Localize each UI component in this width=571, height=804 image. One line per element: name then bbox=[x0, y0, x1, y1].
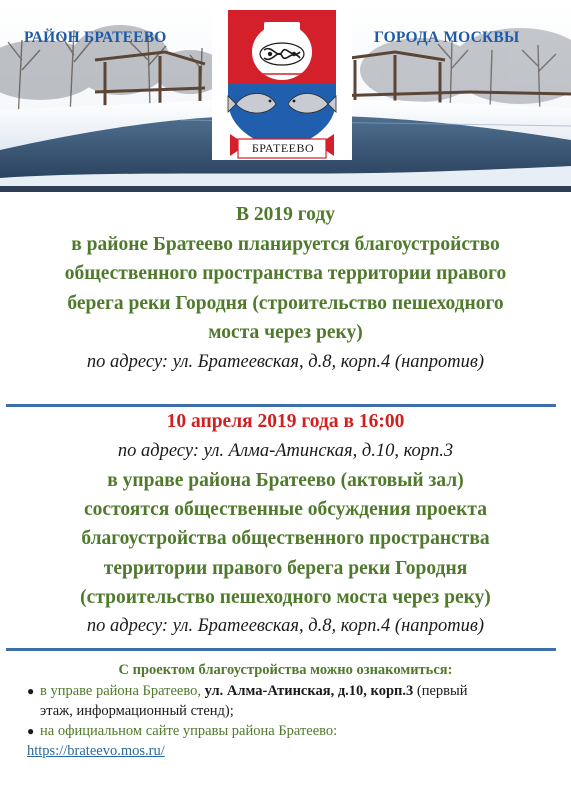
announcement-line: общественного пространства территории правого bbox=[64, 263, 507, 285]
district-title: РАЙОН БРАТЕЕВО bbox=[24, 29, 167, 46]
divider bbox=[6, 648, 556, 651]
emblem-ribbon-text: БРАТЕЕВО bbox=[251, 141, 315, 155]
project-announcement bbox=[0, 200, 571, 377]
list-item-continuation bbox=[0, 701, 571, 721]
hearing-announcement bbox=[0, 407, 571, 641]
announcement-line: в районе Братеево планируется благоустройство bbox=[71, 233, 500, 255]
hearing-line: территории правого берега реки Городня bbox=[103, 557, 468, 579]
list-item bbox=[0, 681, 571, 701]
list-item bbox=[0, 721, 571, 741]
project-address: по адресу: ул. Братеевская, д.8, корп.4 (напротив) bbox=[86, 616, 485, 637]
website-link[interactable]: https://brateevo.mos.ru/ bbox=[27, 743, 165, 759]
hearing-line: состоятся общественные обсуждения проекта bbox=[84, 499, 487, 521]
info-section bbox=[0, 660, 571, 761]
coat-of-arms-icon bbox=[212, 4, 352, 160]
announcement-line: В 2019 году bbox=[236, 204, 335, 225]
info-address: ул. Алма-Атинская, д.10, корп.3 bbox=[204, 683, 414, 699]
hearing-line: (строительство пешеходного моста через реку) bbox=[80, 586, 491, 608]
city-title: ГОРОДА МОСКВЫ bbox=[374, 29, 520, 46]
hearing-address: по адресу: ул. Алма-Атинская, д.10, корп.3 bbox=[117, 441, 454, 461]
header-banner bbox=[0, 0, 571, 192]
bullet-icon: ● bbox=[27, 724, 35, 738]
hearing-line: в управе района Братеево (актовый зал) bbox=[107, 470, 464, 491]
announcement-line: берега реки Городня (строительство пешеходного bbox=[67, 292, 504, 314]
info-location-text: в управе района Братеево, bbox=[40, 683, 205, 699]
announcement-line: моста через реку) bbox=[208, 322, 363, 344]
hearing-line: благоустройства общественного пространства bbox=[81, 528, 490, 550]
info-detail: (первый bbox=[413, 683, 468, 699]
bullet-icon: ● bbox=[27, 684, 35, 698]
info-detail: этаж, информационный стенд); bbox=[40, 703, 234, 719]
info-website-text: на официальном сайте управы района Братеево: bbox=[40, 723, 338, 739]
info-heading: С проектом благоустройства можно ознакомиться: bbox=[118, 662, 453, 678]
project-address: по адресу: ул. Братеевская, д.8, корп.4 (напротив) bbox=[86, 351, 485, 372]
hearing-date: 10 апреля 2019 года в 16:00 bbox=[166, 411, 405, 432]
